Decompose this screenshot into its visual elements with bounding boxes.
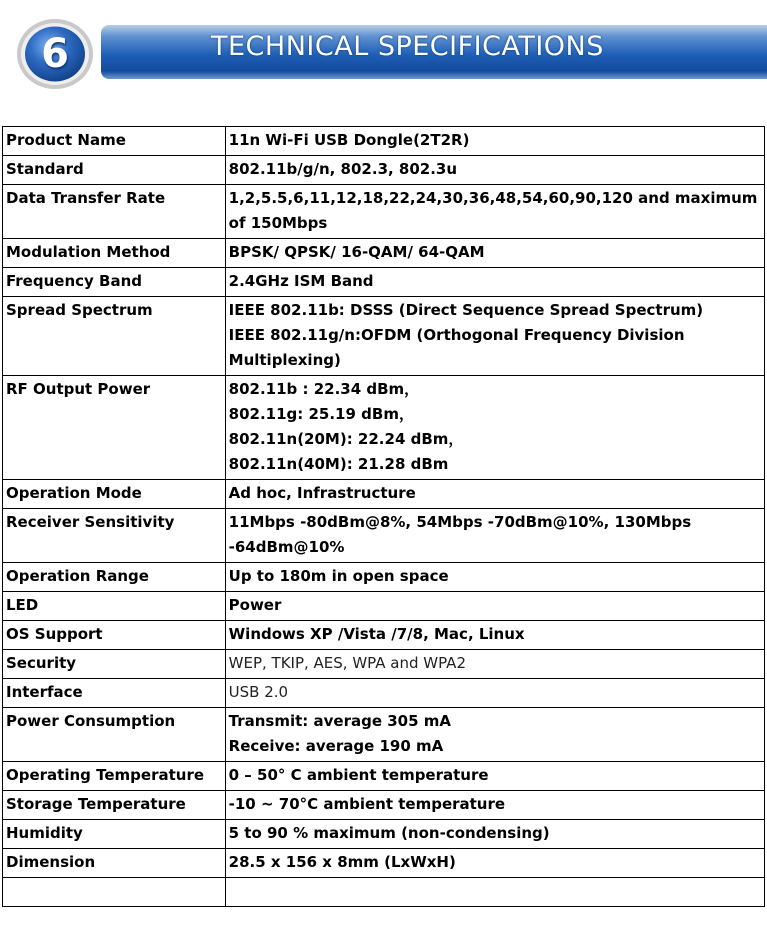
spec-label: Data Transfer Rate bbox=[3, 185, 226, 239]
spec-value-line: Receive: average 190 mA bbox=[228, 737, 444, 755]
spec-label: Interface bbox=[3, 679, 226, 708]
spec-value bbox=[225, 185, 764, 239]
spec-label: Product Name bbox=[3, 127, 226, 156]
spec-value-line: 802.11g: 25.19 dBm， bbox=[228, 405, 414, 423]
spec-value bbox=[225, 621, 764, 650]
spec-value bbox=[225, 156, 764, 185]
spec-row bbox=[3, 480, 765, 509]
spec-value-line: 5 to 90 % maximum (non-condensing) bbox=[228, 824, 550, 842]
spec-row bbox=[3, 376, 765, 480]
spec-row bbox=[3, 592, 765, 621]
spec-label bbox=[3, 878, 226, 907]
spec-row bbox=[3, 297, 765, 376]
spec-label: OS Support bbox=[3, 621, 226, 650]
spec-label: Frequency Band bbox=[3, 268, 226, 297]
spec-label: Power Consumption bbox=[3, 708, 226, 762]
spec-value bbox=[225, 297, 764, 376]
spec-value-line: 802.11b : 22.34 dBm， bbox=[228, 380, 420, 398]
spec-value bbox=[225, 679, 764, 708]
spec-value-line: 11n Wi-Fi USB Dongle(2T2R) bbox=[228, 131, 470, 149]
spec-value bbox=[225, 820, 764, 849]
spec-row bbox=[3, 156, 765, 185]
spec-row bbox=[3, 563, 765, 592]
spec-value bbox=[225, 592, 764, 621]
section-header bbox=[0, 0, 767, 100]
spec-label: LED bbox=[3, 592, 226, 621]
spec-value bbox=[225, 563, 764, 592]
spec-row bbox=[3, 849, 765, 878]
spec-value-line: -10 ~ 70°C ambient temperature bbox=[228, 795, 506, 813]
spec-value bbox=[225, 127, 764, 156]
spec-row bbox=[3, 791, 765, 820]
spec-row bbox=[3, 185, 765, 239]
spec-value-line: Ad hoc, Infrastructure bbox=[228, 484, 416, 502]
spec-row bbox=[3, 239, 765, 268]
section-title-banner bbox=[101, 25, 767, 79]
spec-row bbox=[3, 762, 765, 791]
spec-row bbox=[3, 650, 765, 679]
spec-value bbox=[225, 849, 764, 878]
spec-value-line: Transmit: average 305 mA bbox=[228, 712, 452, 730]
section-number-badge bbox=[16, 18, 94, 90]
spec-value-line: 802.11n(40M): 21.28 dBm bbox=[228, 455, 449, 473]
section-title: TECHNICAL SPECIFICATIONS bbox=[211, 31, 604, 62]
spec-row bbox=[3, 820, 765, 849]
spec-value bbox=[225, 708, 764, 762]
spec-row bbox=[3, 268, 765, 297]
spec-label: Spread Spectrum bbox=[3, 297, 226, 376]
spec-value-line: 0 – 50° C ambient temperature bbox=[228, 766, 489, 784]
spec-row bbox=[3, 679, 765, 708]
spec-label: Standard bbox=[3, 156, 226, 185]
spec-value-line: 11Mbps -80dBm@8%, 54Mbps -70dBm@10%, 130Mbps -64dBm@10% bbox=[228, 513, 692, 556]
spec-label: RF Output Power bbox=[3, 376, 226, 480]
spec-label: Storage Temperature bbox=[3, 791, 226, 820]
spec-value-line: IEEE 802.11g/n:OFDM (Orthogonal Frequency Division Multiplexing) bbox=[228, 326, 685, 369]
spec-value-line: 802.11n(20M): 22.24 dBm， bbox=[228, 430, 464, 448]
spec-value-line: Windows XP /Vista /7/8, Mac, Linux bbox=[228, 625, 525, 643]
spec-label: Dimension bbox=[3, 849, 226, 878]
spec-label: Receiver Sensitivity bbox=[3, 509, 226, 563]
section-number: 6 bbox=[41, 31, 69, 77]
spec-value-line: Power bbox=[228, 596, 282, 614]
specifications-table bbox=[2, 126, 765, 907]
spec-value-line: 802.11b/g/n, 802.3, 802.3u bbox=[228, 160, 458, 178]
spec-label: Humidity bbox=[3, 820, 226, 849]
spec-value bbox=[225, 509, 764, 563]
spec-value-line: WEP, TKIP, AES, WPA and WPA2 bbox=[228, 654, 466, 672]
spec-label: Operation Mode bbox=[3, 480, 226, 509]
spec-value bbox=[225, 878, 764, 907]
spec-value bbox=[225, 480, 764, 509]
spec-row bbox=[3, 708, 765, 762]
spec-value-line: IEEE 802.11b: DSSS (Direct Sequence Spread Spectrum) bbox=[228, 301, 704, 319]
spec-value-line: USB 2.0 bbox=[228, 683, 289, 701]
spec-value bbox=[225, 791, 764, 820]
spec-value-line: 28.5 x 156 x 8mm (LxWxH) bbox=[228, 853, 456, 871]
spec-value bbox=[225, 239, 764, 268]
spec-value bbox=[225, 762, 764, 791]
spec-row bbox=[3, 127, 765, 156]
spec-row bbox=[3, 621, 765, 650]
spec-value bbox=[225, 376, 764, 480]
spec-label: Security bbox=[3, 650, 226, 679]
spec-value-line: Up to 180m in open space bbox=[228, 567, 449, 585]
spec-value bbox=[225, 650, 764, 679]
spec-value-line: 2.4GHz ISM Band bbox=[228, 272, 374, 290]
spec-row bbox=[3, 509, 765, 563]
spec-value-line: BPSK/ QPSK/ 16-QAM/ 64-QAM bbox=[228, 243, 485, 261]
spec-label: Operation Range bbox=[3, 563, 226, 592]
spec-label: Modulation Method bbox=[3, 239, 226, 268]
spec-label: Operating Temperature bbox=[3, 762, 226, 791]
spec-value-line: 1,2,5.5,6,11,12,18,22,24,30,36,48,54,60,90,120 and maximum of 150Mbps bbox=[228, 189, 758, 232]
spec-value bbox=[225, 268, 764, 297]
spec-row bbox=[3, 878, 765, 907]
